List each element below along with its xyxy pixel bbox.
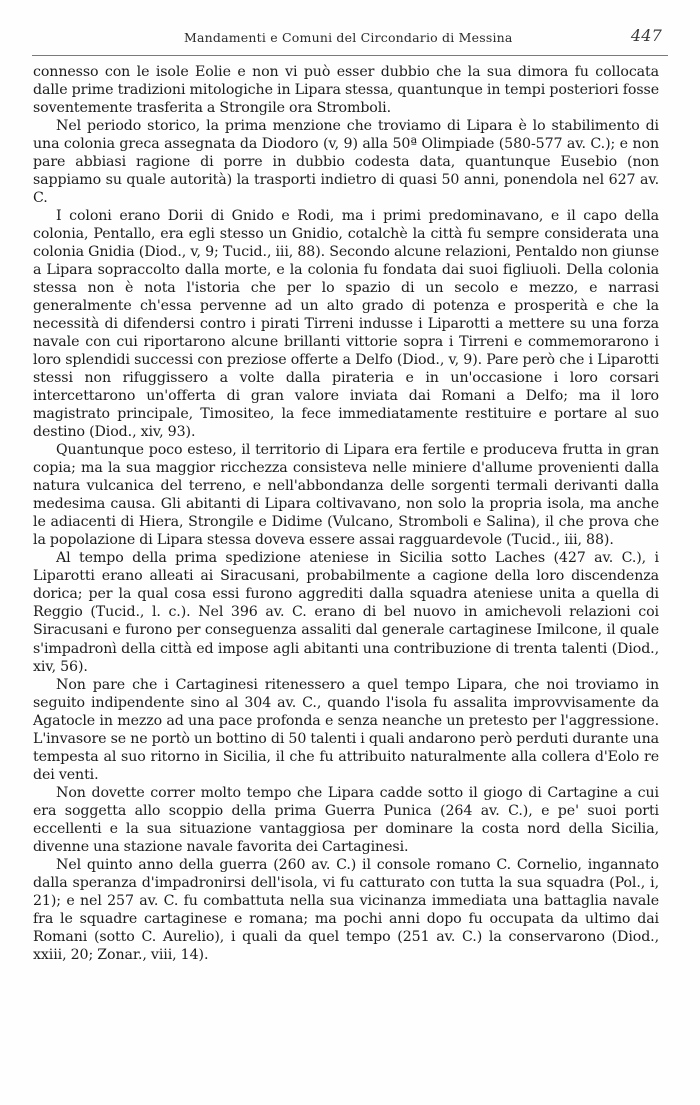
running-header <box>34 26 662 46</box>
paragraph-4: Quantunque poco esteso, il territorio di Lipara era fertile e produceva frutta in gran copia; ma la sua maggior ricchezza consisteva nelle miniere d'allume provenienti dalla natura vulcanica del terreno, e nell'abbondanza delle sorgenti termali derivanti dalla medesima causa. Gli abitanti di Lipara coltivavano, non solo la propria isola, ma anche le adiacenti di Hiera, Strongile e Didime (Vulcano, Stromboli e Salina), il che prova che la popolazione di Lipara stessa doveva essere assai ragguardevole (Tucid., iii, 88). <box>33 442 659 549</box>
running-title: Mandamenti e Comuni del Circondario di Messina <box>184 30 513 45</box>
paragraph-6: Non pare che i Cartaginesi ritenessero a quel tempo Lipara, che noi troviamo in seguito indipendente sino al 304 av. C., quando l'isola fu assalita improvvisamente da Agatocle in mezzo ad una pace profonda e senza neanche un pretesto per l'aggressione. L'invasore se ne portò un bottino di 50 talenti i quali andarono però perduti durante una tempesta al suo ritorno in Sicilia, il che fu attribuito naturalmente alla collera d'Eolo re dei venti. <box>33 676 659 783</box>
paragraph-3: I coloni erano Dorii di Gnido e Rodi, ma i primi predominavano, e il capo della colonia, Pentallo, era egli stesso un Gnidio, cotalchè la città fu sempre considerata una colonia Gnidia (Diod., v, 9; Tucid., iii, 88). Secondo alcune relazioni, Pentaldo non giunse a Lipara sopraccolto dalla morte, e la colonia fu fondata dai suoi figliuoli. Della colonia stessa non è nota l'istoria che per lo spazio di un secolo e mezzo, e narrasi generalmente ch'essa pervenne ad un alto grado di potenza e prosperità e che la necessità di difendersi contro i pirati Tirreni indusse i Liparotti a mettere su una forza navale con cui riportarono alcune brillanti vittorie sopra i Tirreni e commemorarono i loro splendidi successi con preziose offerte a Delfo (Diod., v, 9). Pare però che i Liparotti stessi non rifuggissero a volte dalla pirateria e in un'occasione i loro corsari intercettarono un'offerta di gran valore inviata dai Romani a Delfo; ma il loro magistrato principale, Timositeo, la fece immediatamente restituire e portare al suo destino (Diod., xiv, 93). <box>33 208 659 441</box>
page-number: 447 <box>630 26 662 45</box>
paragraph-8: Nel quinto anno della guerra (260 av. C.) il console romano C. Cornelio, ingannato dalla speranza d'impadronirsi dell'isola, vi fu catturato con tutta la sua squadra (Pol., i, 21); e nel 257 av. C. fu combattuta nella sua vicinanza immediata una battaglia navale fra le squadre cartaginese e romana; ma pochi anni dopo fu occupata da ultimo dai Romani (sotto C. Aurelio), i quali da quel tempo (251 av. C.) la conservarono (Diod., xxiii, 20; Zonar., viii, 14). <box>33 856 659 963</box>
header-rule <box>32 55 668 56</box>
paragraph-1: connesso con le isole Eolie e non vi può esser dubbio che la sua dimora fu collocata dalle prime tradizioni mitologiche in Lipara stessa, quantunque in tempi posteriori fosse soventemente trasferita a Strongile ora Stromboli. <box>33 64 659 117</box>
paragraph-2: Nel periodo storico, la prima menzione che troviamo di Lipara è lo stabilimento di una colonia greca assegnata da Diodoro (v, 9) alla 50ª Olimpiade (580-577 av. C.); e non pare abbiasi ragione di porre in dubbio codesta data, quantunque Eusebio (non sappiamo su quale autorità) la trasporti indietro di quasi 50 anni, ponendola nel 627 av. C. <box>33 118 659 207</box>
paragraph-7: Non dovette correr molto tempo che Lipara cadde sotto il giogo di Cartagine a cui era soggetta allo scoppio della prima Guerra Punica (264 av. C.), e pe' suoi porti eccellenti e la sua situazione vantaggiosa per dominare la costa nord della Sicilia, divenne una stazione navale favorita dei Cartaginesi. <box>33 784 659 855</box>
body-text <box>33 63 659 964</box>
paragraph-5: Al tempo della prima spedizione ateniese in Sicilia sotto Laches (427 av. C.), i Liparotti erano alleati ai Siracusani, probabilmente a cagione della loro discendenza dorica; per la qual cosa essi furono aggrediti dalla squadra ateniese unita a quella di Reggio (Tucid., l. c.). Nel 396 av. C. erano di bel nuovo in amichevoli relazioni coi Siracusani e furono per conseguenza assaliti dal generale cartaginese Imilcone, il quale s'impadronì della città ed impose agli abitanti una contribuzione di trenta talenti (Diod., xiv, 56). <box>33 550 659 675</box>
